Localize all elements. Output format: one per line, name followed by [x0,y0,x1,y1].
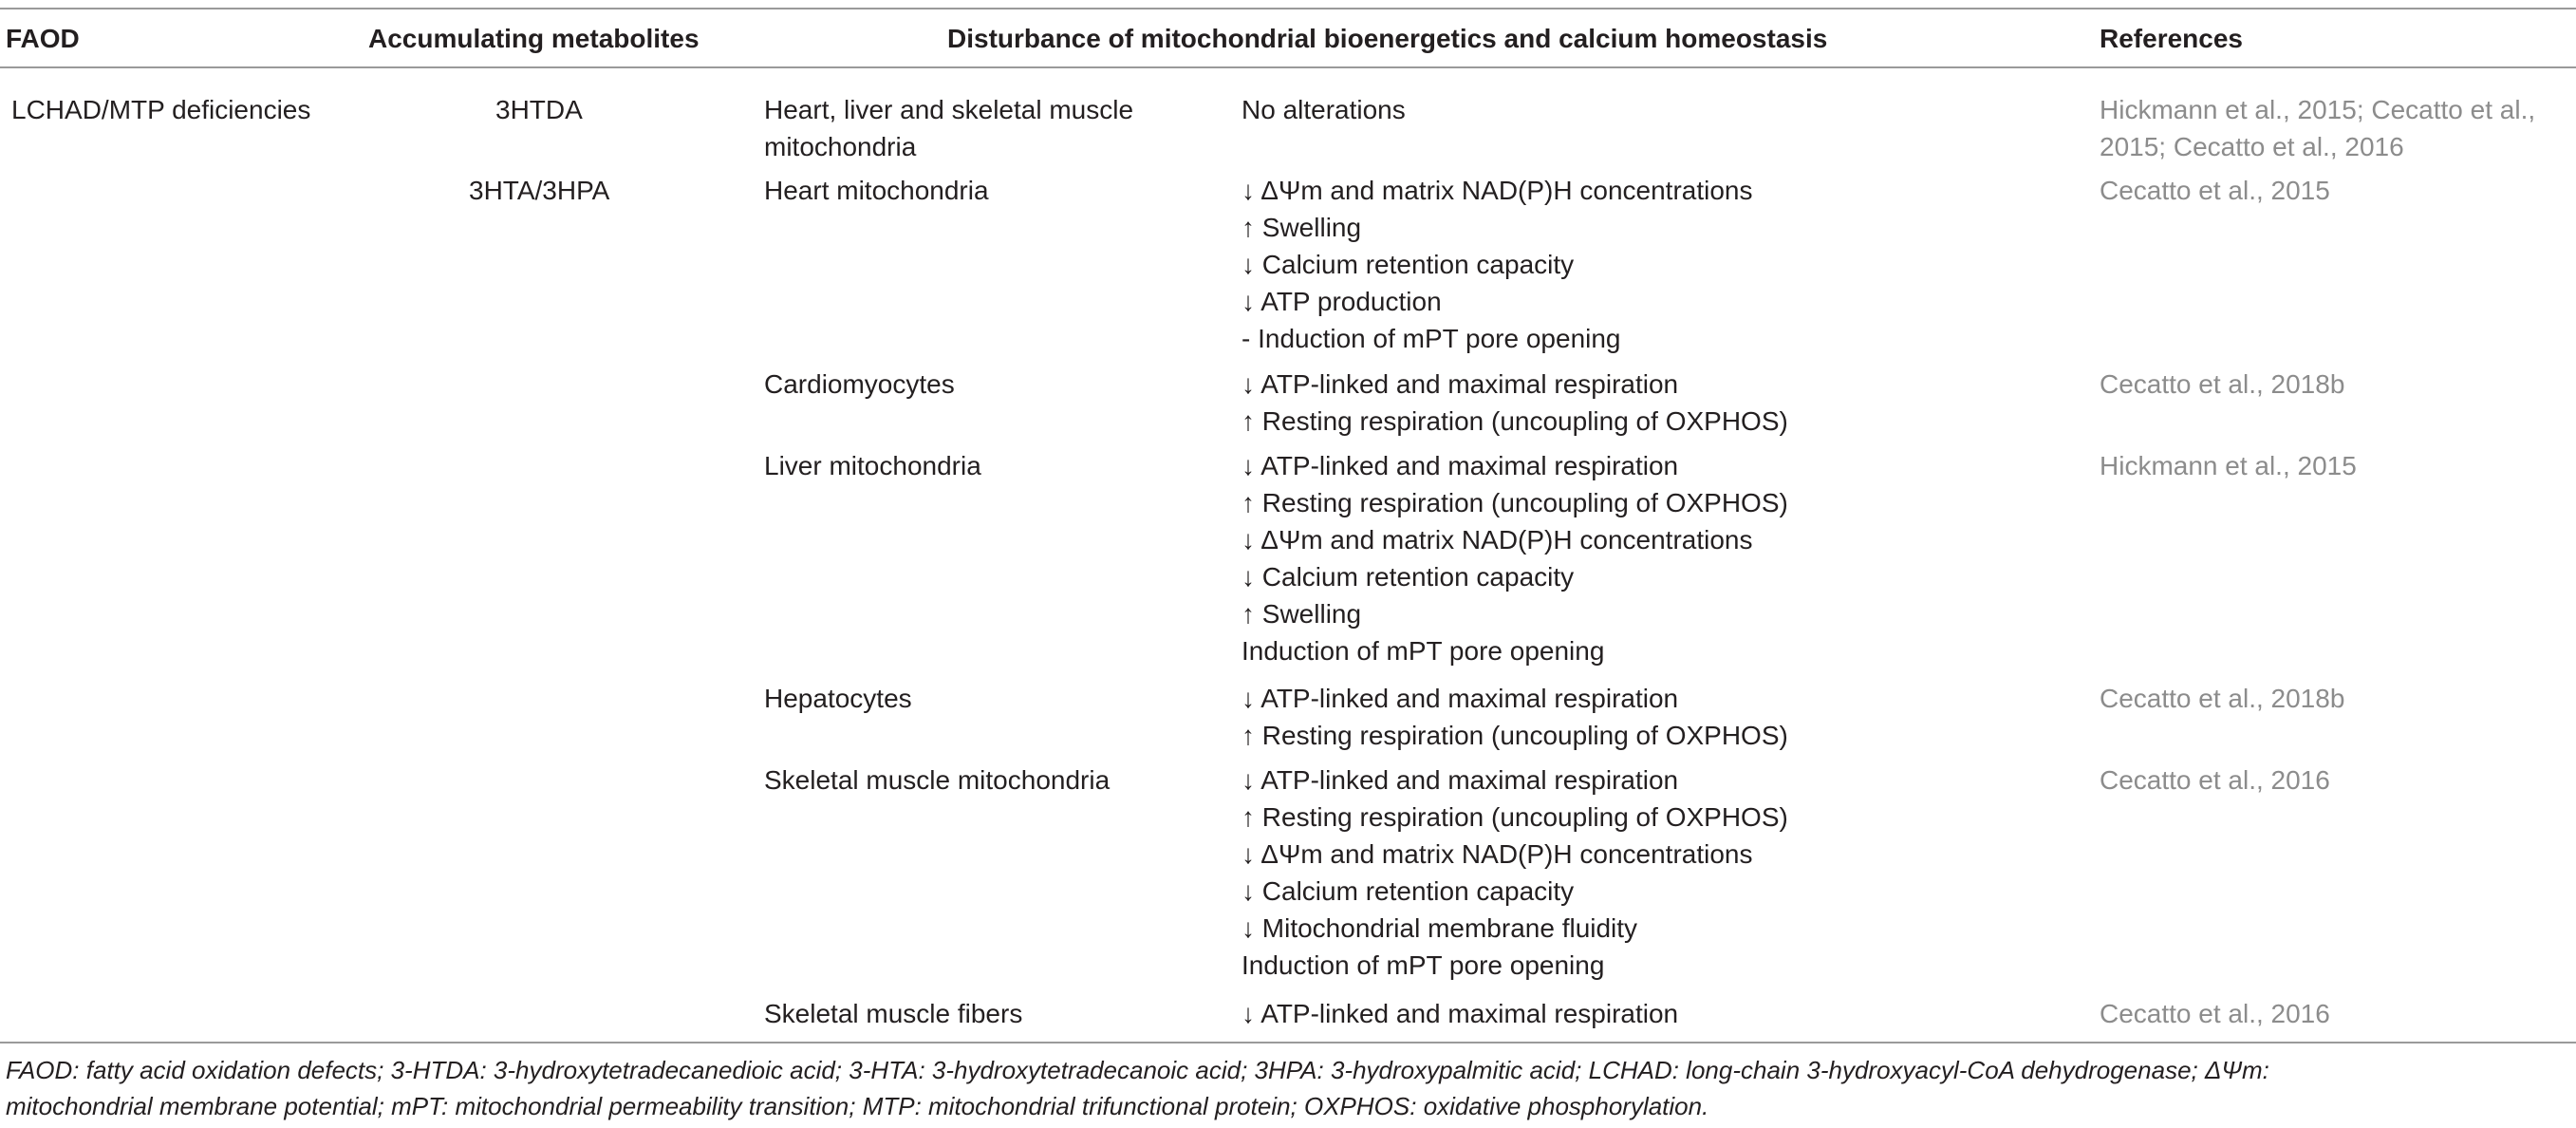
effect-line: ↓ ATP-linked and maximal respiration [1241,369,1679,399]
effect-line: ↑ Resting respiration (uncoupling of OXPHOS) [1241,406,1788,436]
effect-line: ↑ Resting respiration (uncoupling of OXPHOS) [1241,721,1788,750]
effect-line: ↑ Swelling [1241,599,1362,629]
tissue-cell: Cardiomyocytes [764,369,955,399]
tissue-cell: Hepatocytes [764,684,912,713]
tissue-line: mitochondria [764,132,917,161]
reference-cell [2100,91,2535,165]
effect-line: ↑ Resting respiration (uncoupling of OXPHOS) [1241,802,1788,832]
reference-line: 2015; Cecatto et al., 2016 [2100,132,2404,161]
metabolite-group: 3HTDA [495,95,583,124]
effect-line: ↓ ATP-linked and maximal respiration [1241,451,1679,480]
footnote-line: FAOD: fatty acid oxidation defects; 3-HTDA: 3-hydroxytetradecanedioic acid; 3-HTA: 3-hydroxytetradecanoic acid; 3HPA: 3-hydroxypalmitic acid; LCHAD: long-chain 3-hydroxyacyl-CoA dehydrogenase; ΔΨm: [6,1056,2269,1084]
table-top-rule [0,8,2576,9]
tissue-line: Heart, liver and skeletal muscle [764,95,1134,124]
tissue-cell: Liver mitochondria [764,451,981,480]
reference-line: Hickmann et al., 2015; Cecatto et al., [2100,95,2536,124]
header-disturbance: Disturbance of mitochondrial bioenergetics and calcium homeostasis [947,24,1828,53]
effect-line: ↓ Calcium retention capacity [1241,876,1575,906]
effects-cell [1241,91,1406,128]
effects-cell [1241,447,1788,669]
effect-line: ↓ Calcium retention capacity [1241,250,1575,279]
reference-cell: Cecatto et al., 2015 [2100,176,2330,205]
effects-cell [1241,761,1788,984]
effect-line: ↓ Calcium retention capacity [1241,562,1575,592]
effect-line: - Induction of mPT pore opening [1241,324,1621,353]
table-footnote [6,1052,2568,1124]
effect-line: ↓ Mitochondrial membrane fluidity [1241,913,1638,943]
tissue-cell: Heart mitochondria [764,176,989,205]
tissue-cell: Skeletal muscle mitochondria [764,765,1111,795]
reference-cell: Cecatto et al., 2016 [2100,999,2330,1028]
reference-cell: Hickmann et al., 2015 [2100,451,2357,480]
effects-cell [1241,995,1678,1032]
effect-line: ↑ Swelling [1241,213,1362,242]
header-rule [0,66,2576,68]
tissue-cell [764,91,1133,165]
effect-line: ↓ ATP-linked and maximal respiration [1241,765,1679,795]
reference-cell: Cecatto et al., 2018b [2100,684,2345,713]
effect-line: ↓ ATP-linked and maximal respiration [1241,999,1679,1028]
effects-cell [1241,172,1752,357]
reference-cell: Cecatto et al., 2016 [2100,765,2330,795]
reference-cell: Cecatto et al., 2018b [2100,369,2345,399]
effect-line: ↓ ΔΨm and matrix NAD(P)H concentrations [1241,525,1753,555]
effect-line: ↓ ΔΨm and matrix NAD(P)H concentrations [1241,176,1753,205]
effect-line: ↑ Resting respiration (uncoupling of OXPHOS) [1241,488,1788,517]
header-faod: FAOD [6,24,80,53]
effect-line: Induction of mPT pore opening [1241,950,1605,980]
effects-cell [1241,366,1788,440]
tissue-cell: Skeletal muscle fibers [764,999,1023,1028]
effect-line: No alterations [1241,95,1406,124]
effects-cell [1241,680,1788,754]
header-metabolites: Accumulating metabolites [368,24,700,53]
effect-line: ↓ ATP-linked and maximal respiration [1241,684,1679,713]
effect-line: ↓ ATP production [1241,287,1442,316]
effect-line: Induction of mPT pore opening [1241,636,1605,666]
header-references: References [2100,24,2243,53]
footnote-line: mitochondrial membrane potential; mPT: mitochondrial permeability transition; MTP: mitochondrial trifunctional protein; OXPHOS: oxidative phosphorylation. [6,1092,1709,1120]
metabolite-group: 3HTA/3HPA [469,176,610,205]
effect-line: ↓ ΔΨm and matrix NAD(P)H concentrations [1241,839,1753,869]
table-bottom-rule [0,1042,2576,1043]
disease-name: LCHAD/MTP deficiencies [11,95,311,124]
